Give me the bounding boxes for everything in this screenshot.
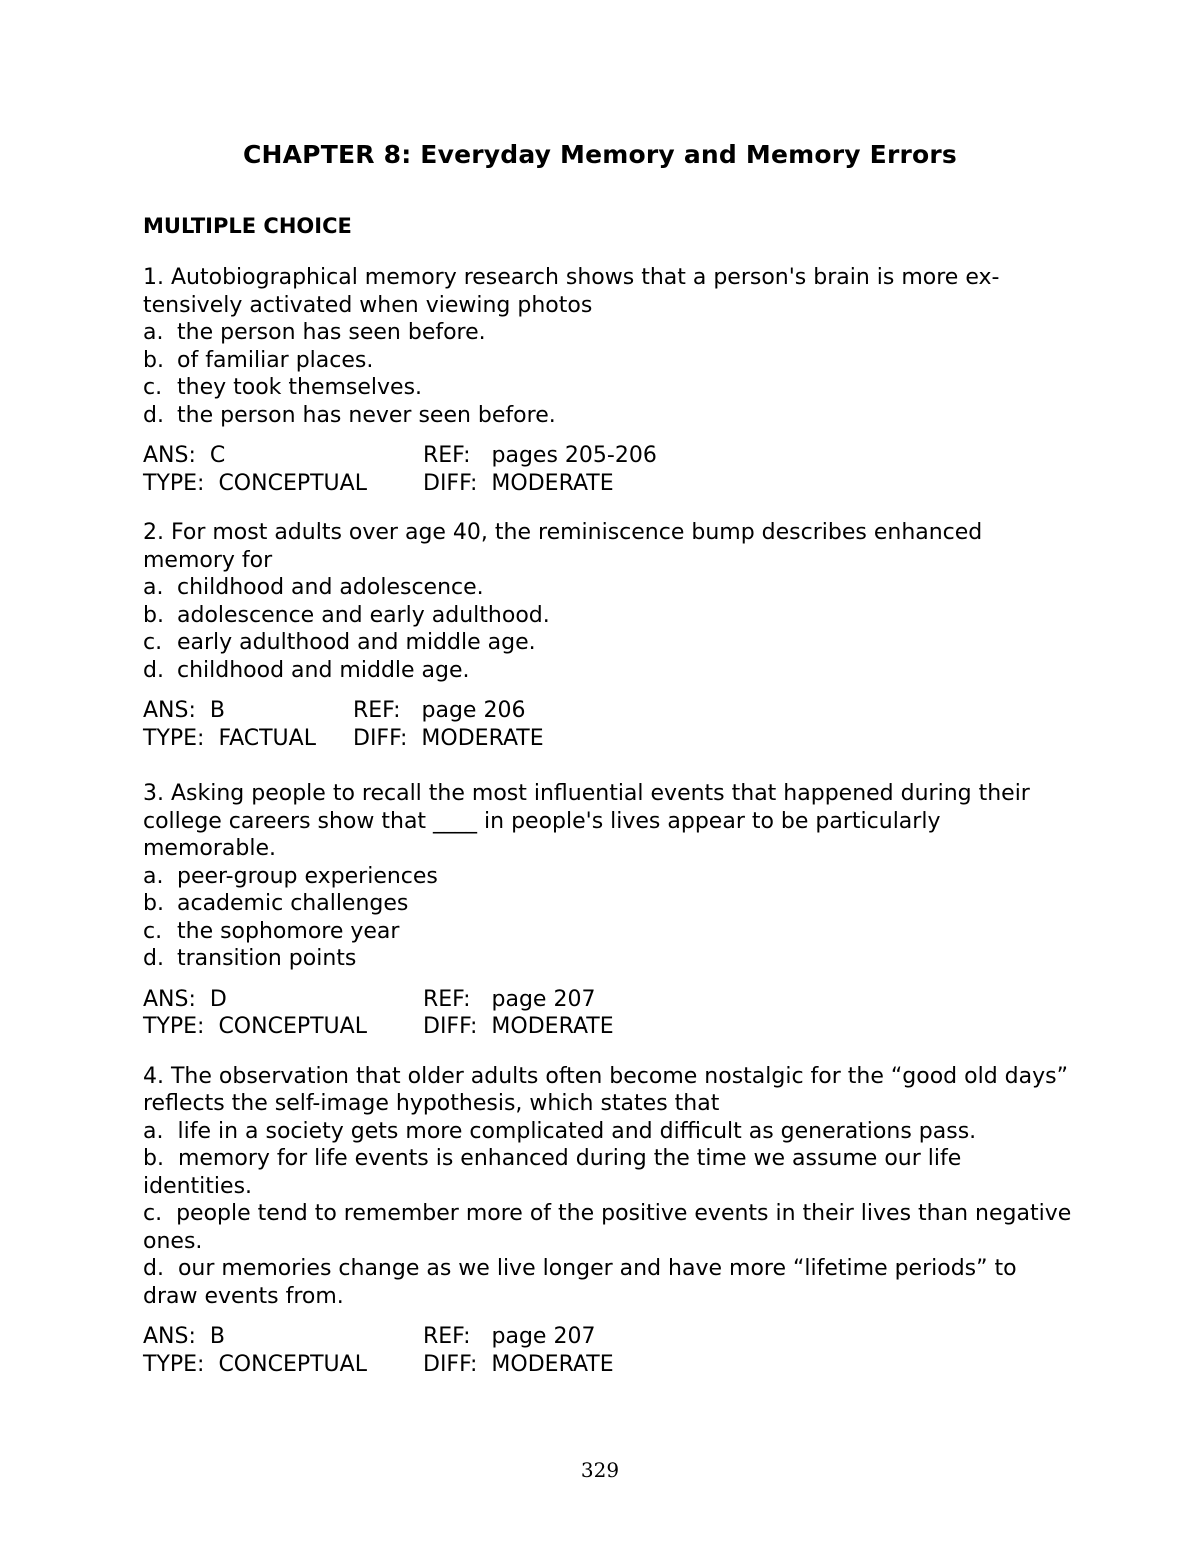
option-text: the person has seen before. [177,320,486,345]
answer-options [143,319,1073,429]
option-text: of familiar places. [177,347,374,373]
question-3 [143,780,1073,1041]
difficulty: DIFF: MODERATE [423,470,614,496]
chapter-title: CHAPTER 8: Everyday Memory and Memory Errors [242,140,958,169]
option-b [143,1145,1073,1200]
page-reference: REF: page 207 [423,986,596,1012]
answer-metadata [143,442,1073,497]
page-reference: REF: page 206 [353,698,526,723]
answer-options [143,574,1073,684]
option-text: they took themselves. [177,375,423,400]
questions-list [143,264,1073,1400]
option-letter: d. [143,657,164,683]
option-text: peer-group experiences [177,863,438,889]
option-letter: d. [143,1256,164,1281]
option-text: life in a society gets more complicated and difficult as generations pass. [177,1118,977,1144]
option-a [143,319,1073,347]
option-b [143,602,1073,630]
option-letter: b. [143,1146,164,1171]
option-letter: b. [143,891,164,916]
option-d [143,1255,1073,1310]
option-letter: a. [143,863,164,889]
question-stem: 2. For most adults over age 40, the reminiscence bump describes enhanced memory for [143,520,983,573]
option-text: early adulthood and middle age. [177,630,536,655]
option-letter: c. [143,1201,163,1226]
option-text: adolescence and early adulthood. [177,602,550,628]
question-type: TYPE: CONCEPTUAL [143,1014,367,1039]
option-letter: a. [143,1118,164,1144]
option-c [143,374,1073,402]
question-2 [143,519,1073,752]
option-d [143,945,1073,973]
option-text: the sophomore year [177,918,400,944]
question-4 [143,1063,1073,1379]
option-text: transition points [177,946,357,971]
option-letter: c. [143,630,163,655]
question-stem: 1. Autobiographical memory research shows that a person's brain is more ex-tensively activated when viewing photos [143,265,1000,318]
answer-key: ANS: B [143,698,225,723]
answer-options [143,863,1073,973]
option-c [143,918,1073,946]
option-d [143,402,1073,430]
option-text: people tend to remember more of the positive events in their lives than negative ones. [143,1201,1072,1254]
option-letter: a. [143,575,164,600]
option-c [143,1200,1073,1255]
difficulty: DIFF: MODERATE [423,1351,614,1377]
option-a [143,1118,1073,1146]
option-letter: d. [143,402,164,428]
option-text: academic challenges [177,891,409,916]
page-number: 329 [580,1458,620,1482]
option-d [143,657,1073,685]
section-heading: MULTIPLE CHOICE [143,214,352,238]
option-letter: c. [143,375,163,400]
answer-options [143,1118,1073,1311]
question-stem: 4. The observation that older adults often become nostalgic for the “good old days” reflects the self-image hypothesis, which states that [143,1063,1068,1116]
option-letter: b. [143,602,164,628]
option-c [143,629,1073,657]
answer-key: ANS: C [143,443,226,468]
option-text: the person has never seen before. [177,402,556,428]
page-reference: REF: page 207 [423,1324,596,1349]
option-a [143,574,1073,602]
option-b [143,347,1073,375]
option-text: childhood and adolescence. [177,575,484,600]
answer-metadata [143,697,1073,752]
option-a [143,863,1073,891]
answer-key: ANS: D [143,986,227,1012]
question-1 [143,264,1073,497]
difficulty: DIFF: MODERATE [423,1014,614,1039]
question-type: TYPE: CONCEPTUAL [143,470,367,496]
question-stem: 3. Asking people to recall the most influential events that happened during their college careers show that ____ in people's lives appear to be particularly memorable. [143,781,1030,861]
option-b [143,890,1073,918]
option-text: memory for life events is enhanced during the time we assume our life identities. [143,1146,962,1199]
answer-key: ANS: B [143,1324,225,1349]
option-letter: b. [143,347,164,373]
answer-metadata [143,1323,1073,1378]
question-type: TYPE: CONCEPTUAL [143,1351,367,1377]
option-text: childhood and middle age. [177,657,470,683]
option-letter: c. [143,918,163,944]
page-reference: REF: pages 205-206 [423,443,657,468]
difficulty: DIFF: MODERATE [353,725,544,751]
option-letter: a. [143,320,164,345]
answer-metadata [143,986,1073,1041]
option-letter: d. [143,946,164,971]
question-type: TYPE: FACTUAL [143,725,316,751]
option-text: our memories change as we live longer and have more “lifetime periods” to draw events from. [143,1256,1017,1309]
